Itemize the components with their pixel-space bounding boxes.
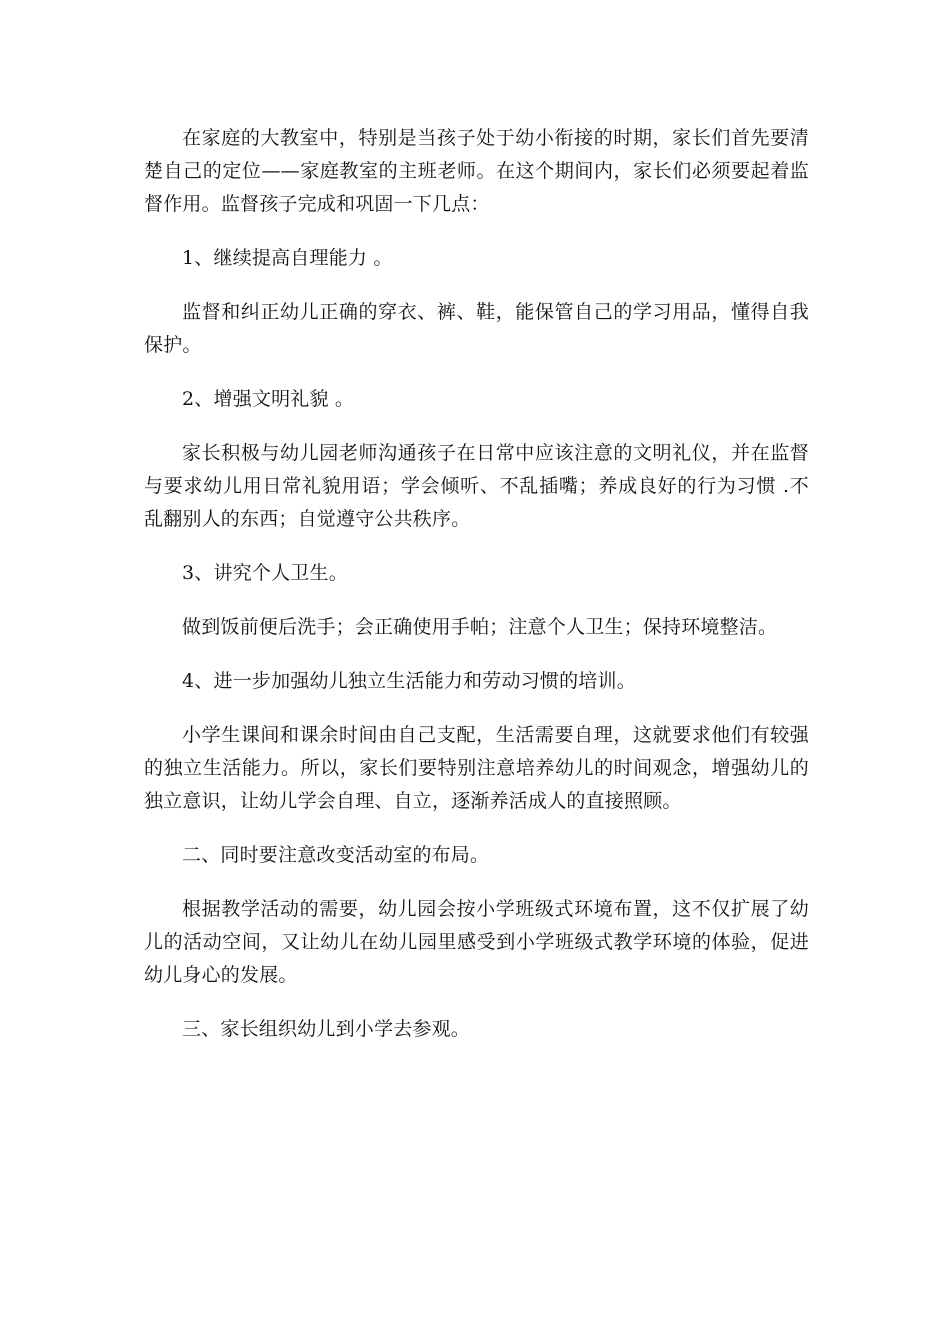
document-body [144,122,809,1067]
paragraph-intro: 在家庭的大教室中，特别是当孩子处于幼小衔接的时期，家长们首先要清楚自己的定位——家庭教室的主班老师。在这个期间内，家长们必须要起着监督作用。监督孩子完成和巩固一下几点： [144,127,809,215]
paragraph-independence: 小学生课间和课余时间由自己支配，生活需要自理，这就要求他们有较强的独立生活能力。所以，家长们要特别注意培养幼儿的时间观念，增强幼儿的独立意识，让幼儿学会自理、自立，逐渐养活成人的直接照顾。 [144,724,809,812]
section-heading-3: 三、家长组织幼儿到小学去参观。 [182,1018,471,1040]
paragraph-hygiene: 做到饭前便后洗手；会正确使用手帕；注意个人卫生；保持环境整洁。 [182,616,778,638]
list-heading-3: 3、讲究个人卫生。 [182,562,348,584]
list-heading-4: 4、进一步加强幼儿独立生活能力和劳动习惯的培训。 [182,670,636,692]
section-heading-2: 二、同时要注意改变活动室的布局。 [182,844,490,866]
list-heading-2: 2、增强文明礼貌 。 [182,388,355,410]
paragraph-classroom-layout: 根据教学活动的需要，幼儿园会按小学班级式环境布置，这不仅扩展了幼儿的活动空间，又让幼儿在幼儿园里感受到小学班级式教学环境的体验，促进幼儿身心的发展。 [144,898,809,986]
paragraph-etiquette: 家长积极与幼儿园老师沟通孩子在日常中应该注意的文明礼仪，并在监督与要求幼儿用日常礼貌用语；学会倾听、不乱插嘴；养成良好的行为习惯 .不乱翻别人的东西；自觉遵守公共秩序。 [144,442,809,530]
paragraph-self-care: 监督和纠正幼儿正确的穿衣、裤、鞋，能保管自己的学习用品，懂得自我保护。 [144,301,809,356]
list-heading-1: 1、继续提高自理能力 。 [182,247,393,269]
